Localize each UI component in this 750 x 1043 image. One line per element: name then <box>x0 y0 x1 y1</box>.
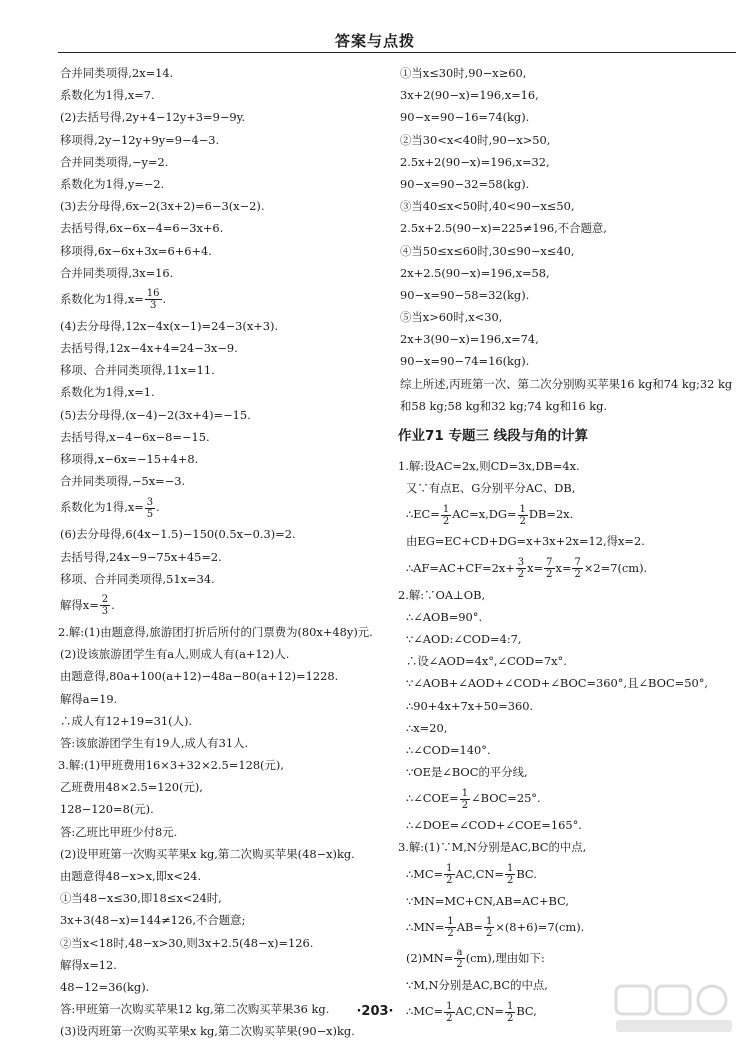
fraction-numerator: a <box>454 947 464 959</box>
text-run: AC,CN= <box>455 1004 504 1018</box>
watermark-logo <box>614 984 734 1036</box>
text-line: 解得x=12. <box>60 957 117 972</box>
text-line: ∴成人有12+19=31(人). <box>60 713 193 728</box>
text-run: (cm),理由如下: <box>465 950 545 965</box>
text-line: 系数化为1得,y=−2. <box>60 176 165 191</box>
text-run: DB=2x. <box>528 507 574 522</box>
fraction <box>145 497 155 520</box>
fraction-denominator: 3 <box>101 606 109 618</box>
fraction <box>441 504 451 527</box>
fraction-denominator: 5 <box>146 508 154 520</box>
fraction-numerator: 3 <box>146 496 154 508</box>
text-line <box>398 783 738 814</box>
fraction-denominator: 2 <box>442 515 450 527</box>
text-line <box>58 492 398 523</box>
text-line <box>398 943 738 974</box>
text-run: x= <box>527 560 544 575</box>
text-line: ∵∠AOB+∠AOD+∠COD+∠BOC=360°,且∠BOC=50°, <box>406 676 709 691</box>
text-run: AB= <box>456 919 483 934</box>
fraction-numerator: 1 <box>519 503 526 515</box>
text-run: 解得x= <box>60 597 99 612</box>
text-line: 合并同类项得,3x=16. <box>60 265 174 280</box>
text-run: ∴MC= <box>406 866 444 881</box>
text-line: 由题意得,80a+100(a+12)−48a−80(a+12)=1228. <box>60 669 339 684</box>
fraction <box>572 557 582 580</box>
text-line: ④当50≤x≤60时,30≤90−x≤40, <box>400 243 575 258</box>
text-line: 128−120=8(元). <box>60 802 154 817</box>
text-line <box>58 284 398 315</box>
text-line: 去括号得,12x−4x+4=24−3x−9. <box>60 341 238 356</box>
fraction-denominator: 3 <box>149 300 157 312</box>
fraction-numerator: 1 <box>485 916 493 928</box>
fraction <box>460 788 470 811</box>
text-line: 48−12=36(kg). <box>60 979 150 994</box>
page-number: ·203· <box>356 1004 394 1019</box>
text-line: 综上所述,丙班第一次、第二次分别购买苹果16 kg和74 kg;32 kg <box>400 376 733 391</box>
text-run: 系数化为1得,x= <box>60 291 144 306</box>
text-run: BC, <box>516 1004 537 1018</box>
text-line: ③当40≤x<50时,40<90−x≤50, <box>400 199 575 214</box>
right-column <box>398 62 738 1027</box>
text-line: 移项得,x−6x=−15+4+8. <box>60 452 199 466</box>
fraction-numerator: 1 <box>446 863 453 875</box>
fraction <box>484 916 494 939</box>
fraction-numerator: 7 <box>546 557 553 569</box>
text-run: . <box>162 291 167 306</box>
text-run: ∴MC= <box>406 1004 444 1018</box>
fraction-numerator: 1 <box>442 503 450 515</box>
text-run: x= <box>555 560 572 575</box>
fraction-denominator: 2 <box>456 959 463 971</box>
text-run: AC=x,DG= <box>452 507 517 522</box>
text-line: 又∵有点E、G分别平分AC、DB, <box>406 481 576 496</box>
text-line: (2)去括号得,2y+4−12y+3=9−9y. <box>60 110 246 125</box>
text-line: ①当x≤30时,90−x≥60, <box>400 66 527 80</box>
text-line: 90−x=90−74=16(kg). <box>400 354 530 369</box>
text-line: 由EG=EC+CD+DG=x+3x+2x=12,得x=2. <box>406 534 645 549</box>
text-line: 合并同类项得,−5x=−3. <box>60 474 186 489</box>
fraction-denominator: 2 <box>506 1012 514 1024</box>
fraction-denominator: 2 <box>485 928 493 940</box>
text-line: (5)去分母得,(x−4)−2(3x+4)=−15. <box>60 407 251 422</box>
fraction-numerator: 3 <box>517 557 525 569</box>
text-line: 系数化为1得,x=1. <box>60 385 155 400</box>
text-line: 移项得,2y−12y+9y=9−4−3. <box>60 132 220 147</box>
text-run: ×(8+6)=7(cm). <box>495 919 585 934</box>
text-line: 90−x=90−32=58(kg). <box>400 176 530 191</box>
fraction-numerator: 1 <box>506 1000 514 1012</box>
fraction-denominator: 2 <box>446 875 453 887</box>
fraction-denominator: 2 <box>546 569 553 581</box>
text-line: ∵MN=MC+CN,AB=AC+BC, <box>406 893 570 908</box>
text-line: 移项、合并同类项得,11x=11. <box>60 363 215 378</box>
text-run: AC,CN= <box>455 866 504 881</box>
fraction-numerator: 1 <box>447 916 454 928</box>
text-line: ②当30<x<40时,90−x>50, <box>400 132 551 147</box>
text-line <box>398 912 738 943</box>
text-line: ∴x=20, <box>406 720 448 735</box>
text-run: 系数化为1得,x= <box>60 500 144 515</box>
text-line: 90−x=90−58=32(kg). <box>400 287 530 302</box>
fraction-numerator: 16 <box>146 288 160 300</box>
fraction-denominator: 2 <box>461 799 469 811</box>
text-line: 乙班费用48×2.5=120(元), <box>60 780 203 795</box>
fraction-denominator: 2 <box>447 928 454 940</box>
text-line <box>398 859 738 890</box>
text-line: 去括号得,6x−6x−4=6−3x+6. <box>60 221 224 236</box>
text-line: 2.5x+2.5(90−x)=225≠196,不合题意, <box>400 221 607 236</box>
text-line: ∵∠AOD:∠COD=4:7, <box>406 631 522 646</box>
text-line: (2)设甲班第一次购买苹果x kg,第二次购买苹果(48−x)kg. <box>60 846 355 861</box>
text-run: ∴EC= <box>406 507 440 522</box>
header-rule <box>58 52 736 53</box>
text-line: (6)去分母得,6(4x−1.5)−150(0.5x−0.3)=2. <box>60 527 296 542</box>
fraction-denominator: 2 <box>517 569 525 581</box>
fraction-denominator: 2 <box>446 1012 453 1024</box>
text-line: 2.解:(1)由题意得,旅游团打折后所付的门票费为(80x+48y)元. <box>58 624 373 639</box>
text-run: . <box>111 597 115 612</box>
fraction-denominator: 2 <box>519 515 526 527</box>
text-line: 去括号得,24x−9−75x+45=2. <box>60 549 222 564</box>
fraction <box>100 594 110 617</box>
text-line: 3x+2(90−x)=196,x=16, <box>400 88 539 103</box>
text-line <box>398 553 738 584</box>
text-line: 2.解:∵OA⊥OB, <box>398 587 486 602</box>
text-line: 90−x=90−16=74(kg). <box>400 110 530 125</box>
text-line: 和58 kg;58 kg和32 kg;74 kg和16 kg. <box>400 398 608 413</box>
fraction-numerator: 7 <box>574 557 581 569</box>
text-run: ∴AF=AC+CF=2x+ <box>406 560 515 575</box>
text-line: ②当x<18时,48−x>30,则3x+2.5(48−x)=126. <box>60 935 314 950</box>
text-line: ∴∠COD=140°. <box>406 742 491 757</box>
text-line: (3)设丙班第一次购买苹果x kg,第二次购买苹果(90−x)kg. <box>60 1024 355 1039</box>
text-line: 去括号得,x−4−6x−8=−15. <box>60 429 210 444</box>
text-line: 3.解:(1)∵M,N分别是AC,BC的中点, <box>398 840 587 855</box>
fraction-numerator: 1 <box>461 787 469 799</box>
text-line: ①当48−x≤30,即18≤x<24时, <box>60 891 222 906</box>
section-heading: 作业71 专题三 线段与角的计算 <box>398 428 589 444</box>
text-line: (4)去分母得,12x−4x(x−1)=24−3(x+3). <box>60 318 279 333</box>
fraction <box>454 947 464 970</box>
text-line: 合并同类项得,−y=2. <box>60 154 169 169</box>
text-run: (2)MN= <box>406 950 454 965</box>
text-line: ∴∠DOE=∠COD+∠COE=165°. <box>406 818 582 833</box>
text-line: (3)去分母得,6x−2(3x+2)=6−3(x−2). <box>60 199 265 214</box>
fraction <box>544 557 554 580</box>
text-line: 系数化为1得,x=7. <box>60 88 155 103</box>
text-line: ∴90+4x+7x+50=360. <box>406 698 534 713</box>
fraction <box>145 288 162 311</box>
text-line: 2x+2.5(90−x)=196,x=58, <box>400 265 550 280</box>
text-line: ∵M,N分别是AC,BC的中点, <box>406 977 548 992</box>
text-line: 3.解:(1)甲班费用16×3+32×2.5=128(元), <box>58 758 284 773</box>
text-line: 解得a=19. <box>60 691 118 706</box>
text-line <box>58 590 398 621</box>
text-run: ∴∠COE= <box>406 791 459 806</box>
text-line: ∵OE是∠BOC的平分线, <box>406 765 528 780</box>
text-line: ∴设∠AOD=4x°,∠COD=7x°. <box>406 654 567 669</box>
text-run: ∠BOC=25°. <box>471 791 541 806</box>
text-line: ⑤当x>60时,x<30, <box>400 310 503 325</box>
text-run: BC. <box>516 866 537 881</box>
fraction <box>444 863 454 886</box>
text-line: ∴∠AOB=90°. <box>406 609 483 624</box>
text-line: 答:甲班第一次购买苹果12 kg,第二次购买苹果36 kg. <box>60 1002 330 1017</box>
text-line: 答:该旅游团学生有19人,成人有31人. <box>60 735 249 750</box>
left-column <box>58 62 398 1043</box>
text-line: 由题意得48−x>x,即x<24. <box>60 869 202 883</box>
fraction-numerator: 1 <box>446 1000 453 1012</box>
text-run: ∴MN= <box>406 919 445 934</box>
text-line: 移项、合并同类项得,51x=34. <box>60 571 215 586</box>
text-line: 2x+3(90−x)=196,x=74, <box>400 332 539 347</box>
text-line: 答:乙班比甲班少付8元. <box>60 824 178 839</box>
text-run: . <box>156 500 160 515</box>
text-line: 合并同类项得,2x=14. <box>60 66 174 80</box>
fraction-numerator: 1 <box>506 863 514 875</box>
fraction <box>445 916 455 939</box>
fraction <box>516 557 526 580</box>
text-line: 移项得,6x−6x+3x=6+6+4. <box>60 243 212 258</box>
fraction <box>505 863 515 886</box>
fraction-numerator: 2 <box>101 594 109 606</box>
text-line: 2.5x+2(90−x)=196,x=32, <box>400 154 550 169</box>
text-line: 1.解:设AC=2x,则CD=3x,DB=4x. <box>398 459 580 473</box>
fraction-denominator: 2 <box>506 875 514 887</box>
fraction-denominator: 2 <box>574 569 581 581</box>
fraction <box>518 504 528 527</box>
text-line: (2)设该旅游团学生有a人,则成人有(a+12)人. <box>60 647 290 662</box>
page-header: 答案与点拨 <box>334 32 415 50</box>
text-line: 3x+3(48−x)=144≠126,不合题意; <box>60 913 246 928</box>
text-line <box>398 499 738 530</box>
text-run: ×2=7(cm). <box>583 560 648 575</box>
